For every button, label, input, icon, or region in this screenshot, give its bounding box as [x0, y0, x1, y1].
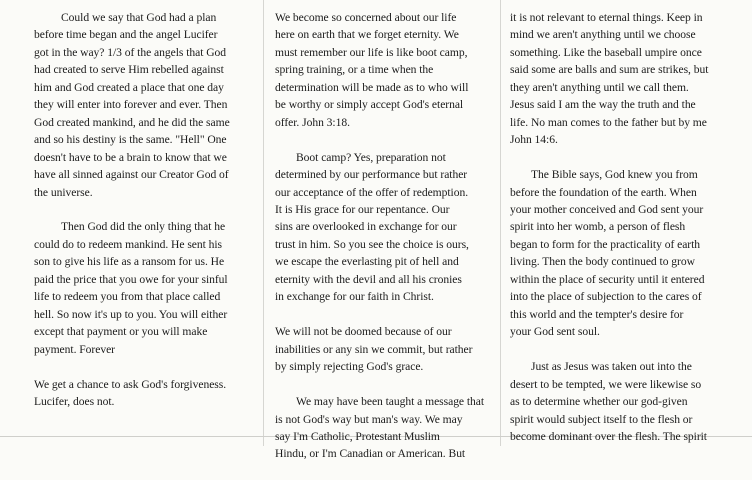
- paragraph: We become so concerned about our life here on earth that we forget eternity. We must remember our life is like boot camp, spring training, or a time when the determination will be made as to who will be worthy or simply accept God's eternal offer. John 3:18.: [275, 11, 469, 129]
- text-column-2: [275, 9, 497, 480]
- paragraph: it is not relevant to eternal things. Keep in mind we aren't anything until we choose something. Like the baseball umpire once said some are balls and sum are strikes, but they aren't anything until we call them. Jesus said I am the way the truth and the life. No man comes to the father but by me John 14:6.: [510, 11, 709, 147]
- paragraph: We may have been taught a message that is not God's way but man's way. We may say I'm Catholic, Protestant Muslim Hindu, or I'm Canadian or American. But: [275, 395, 485, 461]
- paragraph: Just as Jesus was taken out into the desert to be tempted, we were likewise so as to determine whether our god-given spirit would subject itself to the flesh or become dominant over the flesh. The spirit: [510, 360, 707, 443]
- column-divider-left: [263, 0, 264, 446]
- text-column-3: [510, 9, 734, 463]
- paragraph: Boot camp? Yes, preparation not determined by our performance but rather our acceptance of the offer of redemption. It is His grace for our repentance. Our sins are overlooked in exchange for our trust in him. So you see the choice is ours, we escape the everlasting pit of hell and eternity with the devil and all his cronies in exchange for our faith in Christ.: [275, 150, 469, 304]
- paragraph: We will not be doomed because of our inabilities or any sin we commit, but rather by simply rejecting God's grace.: [275, 325, 473, 374]
- text-column-1: [34, 9, 256, 428]
- column-divider-right: [500, 0, 501, 446]
- paragraph: Could we say that God had a plan before time began and the angel Lucifer got in the way? 1/3 of the angels that God had created to serve Him rebelled against him and God created a place that one day they will enter into forever and ever. Then God created mankind, and he did the same and so his destiny is the same. "Hell" One doesn't have to be a brain to know that we have all sinned against our Creator God of the universe.: [34, 11, 230, 199]
- paragraph: Then God did the only thing that he could do to redeem mankind. He sent his son to give his life as a ransom for us. He paid the price that you owe for your sinful life to redeem you from that place called hell. So now it's up to you. You will either except that payment or you will make payment. Forever: [34, 220, 228, 356]
- paragraph: We get a chance to ask God's forgiveness. Lucifer, does not.: [34, 377, 227, 409]
- paragraph: The Bible says, God knew you from before the foundation of the earth. When your mother conceived and God sent your spirit into her womb, a person of flesh began to form for the practicality of earth living. Then the body continued to grow within the place of security until it entered into the place of subjection to the cares of this world and the tempter's desire for your God sent soul.: [510, 168, 705, 339]
